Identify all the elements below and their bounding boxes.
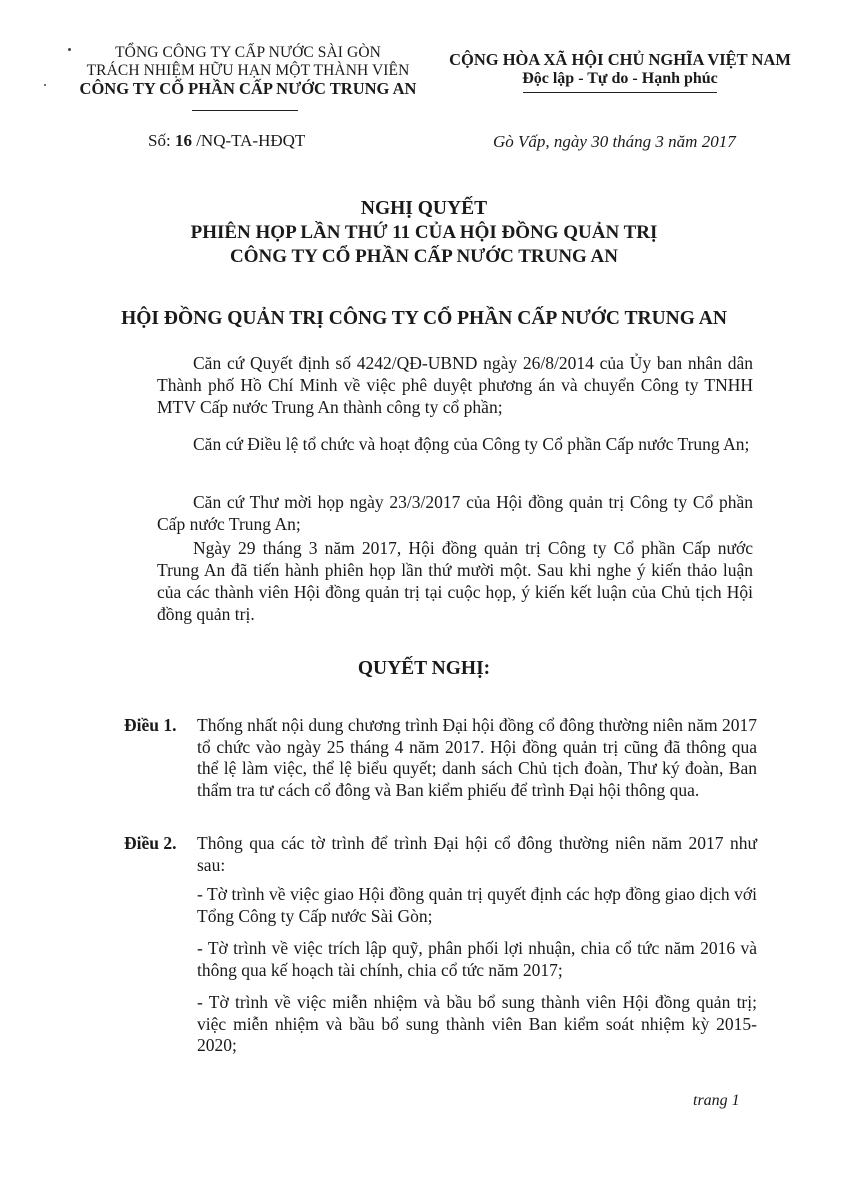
- title-line-3: CÔNG TY CỔ PHẦN CẤP NƯỚC TRUNG AN: [230, 246, 618, 267]
- issuer-block: [48, 44, 448, 98]
- article-1-text: Thống nhất nội dung chương trình Đại hội đồng cổ đông thường niên năm 2017 tổ chức vào ngày 25 tháng 4 năm 2017. Hội đồng quản trị cũng đã thông qua thể lệ làm việc, thể lệ biểu quyết; danh sách Chủ tịch đoàn, Thư ký đoàn, Ban thẩm tra tư cách cổ đông và Ban kiểm phiếu để trình Đại hội thông qua.: [197, 715, 757, 800]
- preamble-paragraph-3: Căn cứ Thư mời họp ngày 23/3/2017 của Hội đồng quản trị Công ty Cổ phần Cấp nước Trung An;: [157, 492, 753, 534]
- article-1-label: Điều 1.: [124, 715, 177, 735]
- preamble-paragraph-4: Ngày 29 tháng 3 năm 2017, Hội đồng quản trị Công ty Cổ phần Cấp nước Trung An đã tiến hành phiên họp lần thứ mười một. Sau khi nghe ý kiến thảo luận của các thành viên Hội đồng quản trị tại cuộc họp, ý kiến kết luận của Chủ tịch Hội đồng quản trị.: [157, 538, 753, 624]
- issuer-underline: [192, 110, 298, 111]
- document-number-value: 16: [174, 131, 192, 150]
- document-title: [0, 197, 848, 269]
- resolution-heading: QUYẾT NGHỊ:: [357, 658, 491, 679]
- document-date: Gò Vấp, ngày 30 tháng 3 năm 2017: [493, 132, 736, 151]
- article-2-label: Điều 2.: [124, 833, 177, 853]
- article-2-item-3: - Tờ trình về việc miễn nhiệm và bầu bổ sung thành viên Hội đồng quản trị; việc miễn nhiệm và bầu bổ sung thành viên Ban kiểm soát nhiệm kỳ 2015-2020;: [197, 992, 757, 1055]
- board-heading: HỘI ĐỒNG QUẢN TRỊ CÔNG TY CỔ PHẦN CẤP NƯỚC TRUNG AN: [121, 308, 727, 329]
- title-line-2: PHIÊN HỌP LẦN THỨ 11 CỦA HỘI ĐỒNG QUẢN TRỊ: [190, 222, 658, 243]
- company-type: TRÁCH NHIỆM HỮU HẠN MỘT THÀNH VIÊN: [86, 62, 410, 79]
- document-number-suffix: /NQ-TA-HĐQT: [196, 131, 306, 150]
- national-title: CỘNG HÒA XÃ HỘI CHỦ NGHĨA VIỆT NAM: [449, 50, 791, 69]
- scan-speck: [44, 84, 46, 86]
- national-motto: Độc lập - Tự do - Hạnh phúc: [522, 70, 718, 87]
- article-2-text: Thông qua các tờ trình để trình Đại hội cổ đông thường niên năm 2017 như sau:: [197, 833, 757, 875]
- motto-underline: [523, 92, 717, 93]
- national-motto-block: [430, 50, 810, 88]
- company-name: CÔNG TY CỔ PHẦN CẤP NƯỚC TRUNG AN: [79, 79, 417, 98]
- preamble-paragraph-1: Căn cứ Quyết định số 4242/QĐ-UBND ngày 26/8/2014 của Ủy ban nhân dân Thành phố Hồ Chí Minh về việc phê duyệt phương án và chuyển Công ty TNHH MTV Cấp nước Trung An thành công ty cổ phần;: [157, 353, 753, 417]
- title-line-1: NGHỊ QUYẾT: [360, 198, 488, 219]
- page-number: trang 1: [693, 1092, 740, 1109]
- article-2-item-1: - Tờ trình về việc giao Hội đồng quản trị quyết định các hợp đồng giao dịch với Tổng Công ty Cấp nước Sài Gòn;: [197, 884, 757, 926]
- document-number-prefix: Số:: [148, 131, 171, 150]
- document-number: [148, 131, 305, 151]
- parent-company-name: TỔNG CÔNG TY CẤP NƯỚC SÀI GÒN: [115, 44, 381, 61]
- scan-speck: [68, 48, 71, 51]
- article-2-item-2: - Tờ trình về việc trích lập quỹ, phân phối lợi nhuận, chia cổ tức năm 2016 và thông qua kế hoạch tài chính, chia cổ tức năm 2017;: [197, 938, 757, 980]
- preamble-paragraph-2: Căn cứ Điều lệ tổ chức và hoạt động của Công ty Cổ phần Cấp nước Trung An;: [193, 434, 750, 454]
